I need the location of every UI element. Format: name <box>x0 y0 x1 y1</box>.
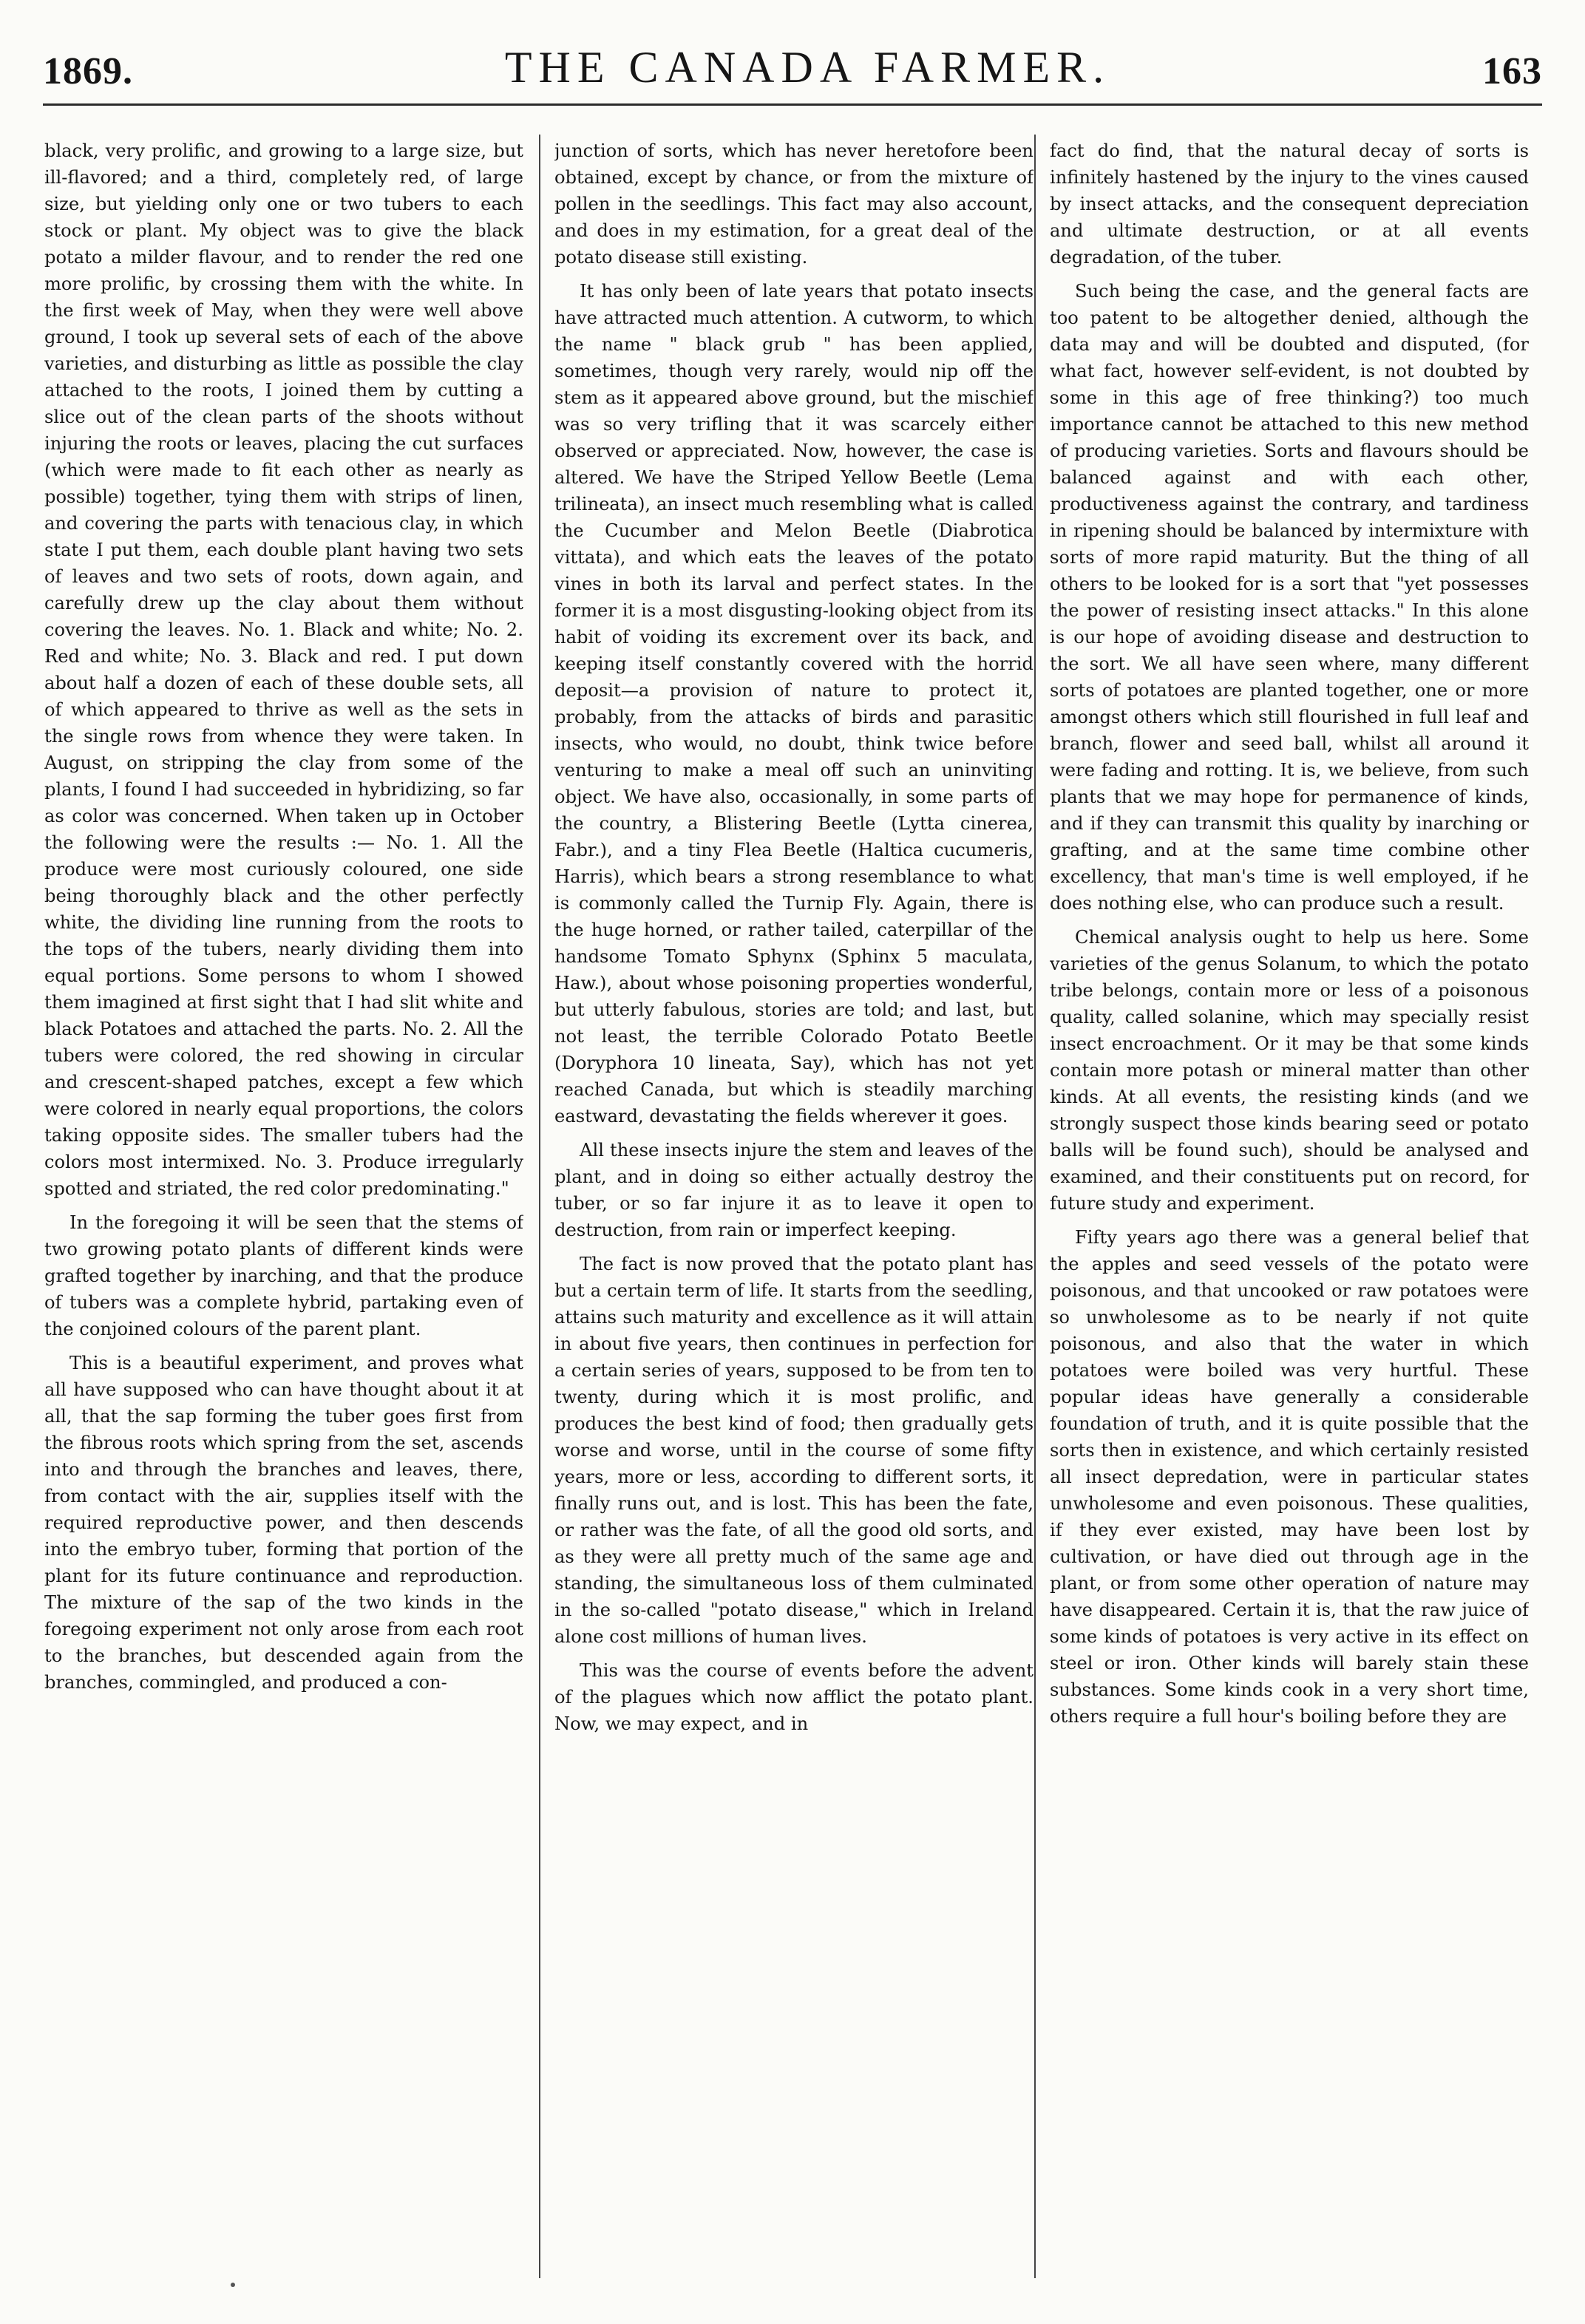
paragraph: black, very prolific, and growing to a large size, but ill-flavored; and a third, completely red, of large size, but yielding only one or two tubers to each stock or plant. My object was to give the black potato a milder flavour, and to render the red one more prolific, by crossing them with the white. In the first week of May, when they were well above ground, I took up several sets of each of the above varieties, and disturbing as little as possible the clay attached to the roots, I joined them by cutting a slice out of the clean parts of the shoots without injuring the roots or leaves, placing the cut surfaces (which were made to fit each other as nearly as possible) together, tying them with strips of linen, and covering the parts with tenacious clay, in which state I put them, each double plant having two sets of leaves and two sets of roots, down again, and carefully drew up the clay about them without covering the leaves. No. 1. Black and white; No. 2. Red and white; No. 3. Black and red. I put down about half a dozen of each of these double sets, all of which appeared to thrive as well as the sets in the single rows from whence they were taken. In August, on stripping the clay from some of the plants, I found I had succeeded in hybridizing, so far as color was concerned. When taken up in October the following were the results :— No. 1. All the produce were most curiously coloured, one side being thoroughly black and the other perfectly white, the dividing line running from the roots to the tops of the tubers, nearly dividing them into equal portions. Some persons to whom I showed them imagined at first sight that I had slit white and black Potatoes and attached the parts. No. 2. All the tubers were colored, the red showing in circular and crescent-shaped patches, except a few which were colored in nearly equal proportions, the colors taking opposite sides. The smaller tubers had the colors most intermixed. No. 3. Produce irregularly spotted and striated, the red color predominating." <box>44 140 523 1199</box>
paper-title: THE CANADA FARMER. <box>504 43 1111 92</box>
column-middle <box>554 135 1034 2278</box>
column-right <box>1050 135 1529 2278</box>
paragraph: Chemical analysis ought to help us here. Some varieties of the genus Solanum, to which the potato tribe belongs, contain more or less of a poisonous quality, called solanine, which may specially resist insect encroachment. Or it may be that some kinds contain more potash or mineral matter than other kinds. At all events, the resisting kinds (and we strongly suspect those kinds bearing seed or potato balls will be found such), should be analysed and examined, and their constituents put on record, for future study and experiment. <box>1050 927 1529 1214</box>
paragraph: In the foregoing it will be seen that the stems of two growing potato plants of different kinds were grafted together by inarching, and that the produce of tubers was a complete hybrid, partaking even of the conjoined colours of the parent plant. <box>44 1212 523 1339</box>
column-divider <box>1034 135 1036 2278</box>
paragraph: fact do find, that the natural decay of sorts is infinitely hastened by the injury to the vines caused by insect attacks, and the consequent depreciation and ultimate destruction, or at all events degradation, of the tuber. <box>1050 140 1529 268</box>
issue-year: 1869. <box>43 50 133 92</box>
column-left <box>44 135 523 2278</box>
paragraph: Such being the case, and the general facts are too patent to be altogether denied, although the data may and will be doubted and disputed, (for what fact, however self-evident, is not doubted by some in this age of free thinking?) too much importance cannot be attached to this new method of producing varieties. Sorts and flavours should be balanced against and with each other, productiveness against the contrary, and tardiness in ripening should be balanced by intermixture with sorts of more rapid maturity. But the thing of all others to be looked for is a sort that "yet possesses the power of resisting insect attacks." In this alone is our hope of avoiding disease and destruction to the sort. We all have seen where, many different sorts of potatoes are planted together, one or more amongst others which still flourished in full leaf and branch, flower and seed ball, whilst all around it were fading and rotting. It is, we believe, from such plants that we may hope for permanence of kinds, and if they can transmit this quality by inarching or grafting, and at the same time combine other excellency, that man's time is well employed, if he does nothing else, who can produce such a result. <box>1050 281 1529 914</box>
page-number: 163 <box>1482 50 1542 92</box>
masthead <box>43 44 1542 93</box>
header-rule <box>43 103 1542 106</box>
paragraph: Fifty years ago there was a general belief that the apples and seed vessels of the potato were poisonous, and that uncooked or raw potatoes were so unwholesome as to be nearly if not quite poisonous, and also that the water in which potatoes were boiled was very hurtful. These popular ideas have generally a considerable foundation of truth, and it is quite possible that the sorts then in existence, and which certainly resisted all insect depredation, were in particular states unwholesome and even poisonous. These qualities, if they ever existed, may have been lost by cultivation, or have died out through age in the plant, or from some other operation of nature may have disappeared. Certain it is, that the raw juice of some kinds of potatoes is very active in its effect on steel or iron. Other kinds will barely stain these substances. Some kinds cook in a very short time, others require a full hour's boiling before they are <box>1050 1227 1529 1727</box>
paragraph: This is a beautiful experiment, and proves what all have supposed who can have thought about it at all, that the sap forming the tuber goes first from the fibrous roots which spring from the set, ascends into and through the branches and leaves, there, from contact with the air, supplies itself with the required reproductive power, and then descends into the embryo tuber, forming that portion of the plant for its future continuance and reproduction. The mixture of the sap of the two kinds in the foregoing experiment not only arose from each root to the branches, but descended again from the branches, commingled, and produced a con- <box>44 1353 523 1693</box>
paragraph: All these insects injure the stem and leaves of the plant, and in doing so either actually destroy the tuber, or so far injure it as to leave it open to destruction, from rain or imperfect keeping. <box>554 1140 1034 1240</box>
print-speck <box>231 2283 235 2287</box>
paragraph: The fact is now proved that the potato plant has but a certain term of life. It starts from the seedling, attains such maturity and excellence as it will attain in about five years, then continues in perfection for a certain series of years, supposed to be from ten to twenty, during which it is most prolific, and produces the best kind of food; then gradually gets worse and worse, until in the course of some fifty years, more or less, according to different sorts, it finally runs out, and is lost. This has been the fate, or rather was the fate, of all the good old sorts, and as they were all pretty much of the same age and standing, the simultaneous loss of them culminated in the so-called "potato disease," which in Ireland alone cost millions of human lives. <box>554 1254 1034 1647</box>
paragraph: junction of sorts, which has never heretofore been obtained, except by chance, or from the mixture of pollen in the seedlings. This fact may also account, and does in my estimation, for a great deal of the potato disease still existing. <box>554 140 1034 268</box>
paragraph: This was the course of events before the advent of the plagues which now afflict the potato plant. Now, we may expect, and in <box>554 1660 1034 1734</box>
column-divider <box>539 135 540 2278</box>
paragraph: It has only been of late years that potato insects have attracted much attention. A cutworm, to which the name " black grub " has been applied, sometimes, though very rarely, would nip off the stem as it appeared above ground, but the mischief was so very trifling that it was scarcely either observed or appreciated. Now, however, the case is altered. We have the Striped Yellow Beetle (Lema trilineata), an insect much resembling what is called the Cucumber and Melon Beetle (Diabrotica vittata), and which eats the leaves of the potato vines in both its larval and perfect states. In the former it is a most disgusting-looking object from its habit of voiding its excrement over its back, and keeping itself constantly covered with the horrid deposit—a provision of nature to protect it, probably, from the attacks of birds and parasitic insects, who would, no doubt, think twice before venturing to make a meal off such an uninviting object. We have also, occasionally, in some parts of the country, a Blistering Beetle (Lytta cinerea, Fabr.), and a tiny Flea Beetle (Haltica cucumeris, Harris), which bears a strong resemblance to what is commonly called the Turnip Fly. Again, there is the huge horned, or rather tailed, caterpillar of the handsome Tomato Sphynx (Sphinx 5 maculata, Haw.), about whose poisoning properties wonderful, but utterly fabulous, stories are told; and last, but not least, the terrible Colorado Potato Beetle (Doryphora 10 lineata, Say), which has not yet reached Canada, but which is steadily marching eastward, devastating the fields wherever it goes. <box>554 281 1034 1127</box>
